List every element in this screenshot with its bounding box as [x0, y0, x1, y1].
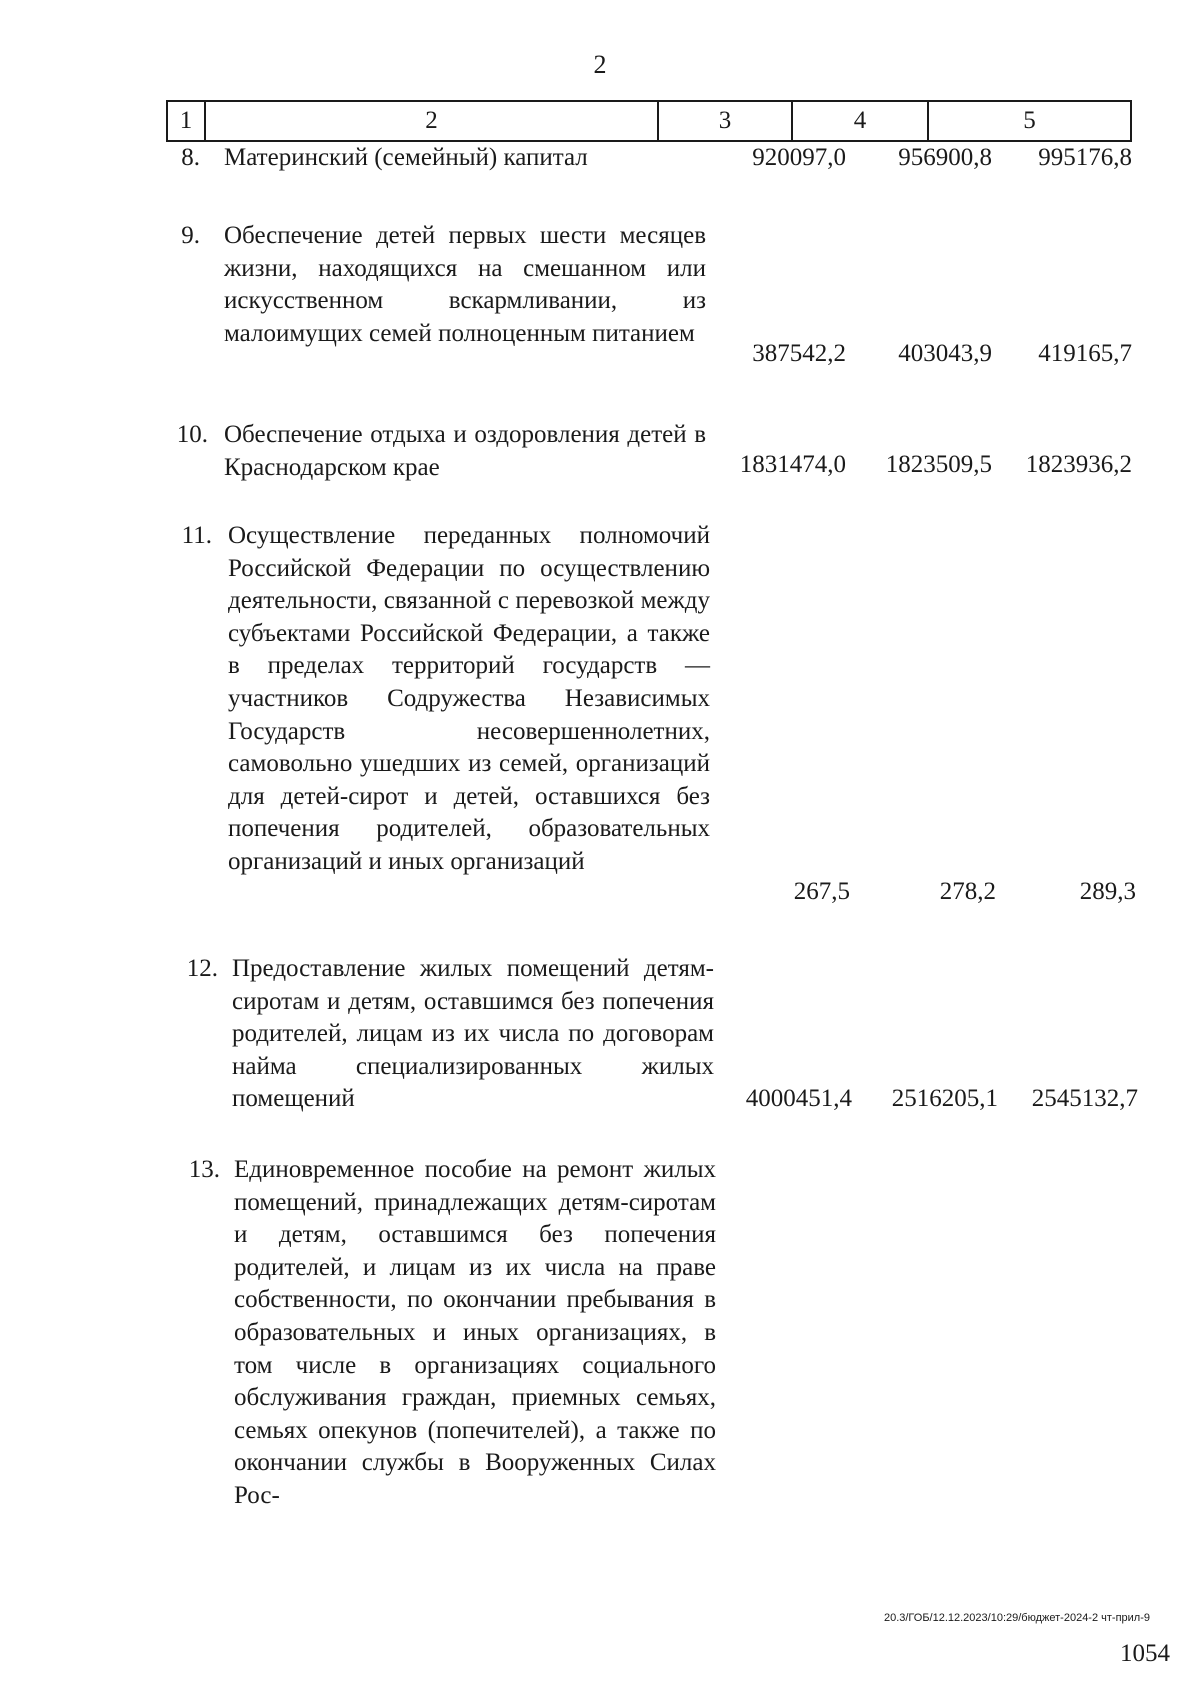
value-col-4: 956900,8: [898, 144, 992, 171]
value-col-5: 1823936,2: [1025, 451, 1132, 478]
row-number: 12.: [186, 955, 218, 982]
page-number: 2: [593, 50, 607, 79]
value-col-5: 419165,7: [1038, 340, 1132, 367]
value-col-4: 278,2: [939, 878, 996, 905]
column-header-row: [167, 101, 1131, 141]
row-description: Материнский (семейный) капитал: [224, 144, 588, 171]
column-header-table: [166, 100, 1132, 142]
footer-stamp: 20.3/ГОБ/12.12.2023/10:29/бюджет-2024-2 чт-прил-9: [883, 1612, 1150, 1624]
value-col-3: 920097,0: [752, 144, 846, 171]
value-col-5: 995176,8: [1038, 144, 1132, 171]
sheet-number: 1054: [1120, 1640, 1170, 1667]
value-col-3: 1831474,0: [739, 451, 846, 478]
value-col-5: 2545132,7: [1031, 1085, 1138, 1112]
row-number: 10.: [176, 421, 208, 448]
row-description: Обеспечение отдыха и оздоровления детей в Краснодарском крае: [224, 421, 706, 481]
value-col-4: 403043,9: [898, 340, 992, 367]
row-number: 8.: [181, 144, 200, 171]
value-col-4: 1823509,5: [885, 451, 992, 478]
row-number: 9.: [181, 222, 200, 249]
column-header-5: 5: [928, 101, 1131, 141]
row-number: 11.: [181, 522, 212, 549]
value-col-4: 2516205,1: [891, 1085, 998, 1112]
value-col-3: 387542,2: [752, 340, 846, 367]
value-col-5: 289,3: [1079, 878, 1136, 905]
row-description: Обеспечение детей первых шести месяцев жизни, находящихся на смешанном или искусственном вскармливании, из малоимущих семей полноценным питанием: [224, 222, 706, 347]
value-col-3: 4000451,4: [745, 1085, 852, 1112]
row-description: Единовременное пособие на ремонт жилых помещений, принадлежащих детям-сиротам и детям, оставшимся без попечения родителей, и лицам из их числа на праве собственности, по окончании пребывания в образовательных и иных организациях, в том числе в организациях социального обслуживания граждан, приемных семьях, семьях опекунов (попечителей), а также по окончании службы в Вооруженных Силах Рос-: [234, 1156, 716, 1509]
column-header-3: 3: [658, 101, 792, 141]
column-header-4: 4: [792, 101, 928, 141]
row-description: Предоставление жилых помещений детям-сиротам и детям, оставшимся без попечения родителей, лицам из их числа по договорам найма специализированных жилых помещений: [232, 955, 714, 1113]
row-number: 13.: [188, 1156, 220, 1183]
value-col-3: 267,5: [793, 878, 850, 905]
column-header-1: 1: [167, 101, 205, 141]
column-header-2: 2: [205, 101, 658, 141]
row-description: Осуществление переданных полномочий Российской Федерации по осуществлению деятельности, связанной с перевозкой между субъектами Российской Федерации, а также в пределах территорий государств — участников Содружества Независимых Государств несовершеннолетних, самовольно ушедших из семей, организаций для детей-сирот и детей, оставшихся без попечения родителей, образовательных организаций и иных организаций: [228, 522, 710, 875]
